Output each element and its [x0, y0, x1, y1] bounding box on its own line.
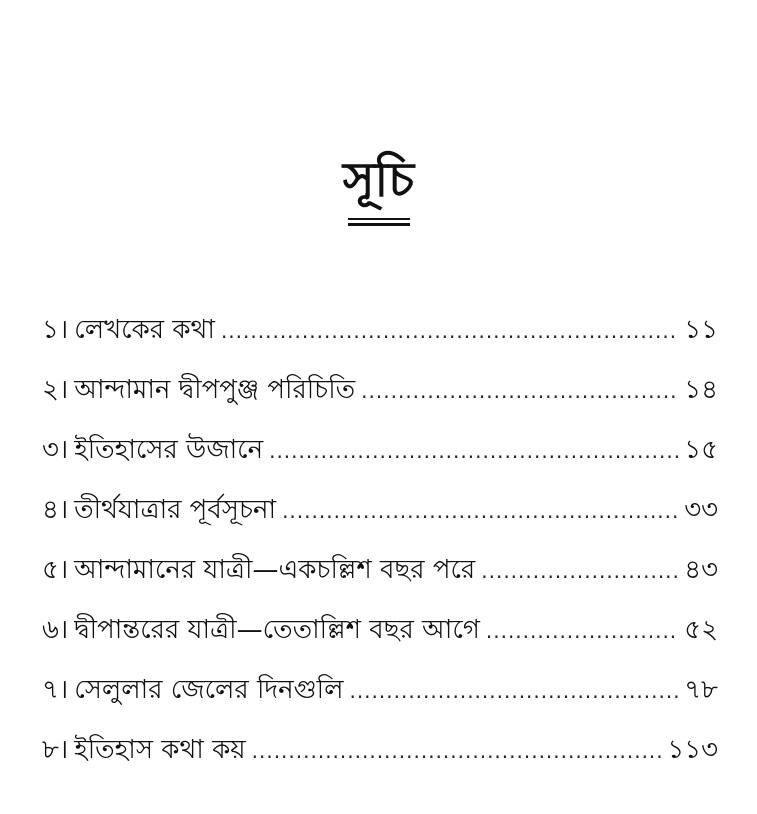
toc-entry-title: দ্বীপান্তরের যাত্রী—তেতাল্লিশ বছর আগে	[74, 615, 480, 645]
toc-entry	[42, 360, 718, 420]
toc-entry-number: ২।	[42, 375, 69, 405]
toc-entry	[42, 540, 718, 600]
toc-entry-page: ৩৩	[684, 495, 718, 525]
toc-entry-page: ১১৩	[667, 735, 718, 765]
title-underline	[348, 218, 410, 226]
toc-entry-title: আন্দামানের যাত্রী—একচল্লিশ বছর পরে	[74, 555, 476, 585]
toc-entry-number: ৪।	[42, 495, 69, 525]
table-of-contents	[42, 300, 718, 780]
toc-entry-number: ৩।	[42, 435, 69, 465]
toc-entry	[42, 660, 718, 720]
page-title: সূচি	[342, 152, 415, 208]
toc-entry-number: ৫।	[42, 555, 69, 585]
toc-dot-leader	[486, 601, 678, 661]
toc-entry-title: লেখকের কথা	[74, 315, 215, 345]
toc-dot-leader	[221, 301, 678, 361]
toc-entry-page: ১৫	[684, 435, 718, 465]
title-underline-thick	[348, 223, 410, 226]
toc-entry-number: ৭।	[42, 675, 69, 705]
toc-dot-leader	[252, 721, 662, 781]
toc-dot-leader	[361, 361, 678, 421]
toc-entry-title: ইতিহাসের উজানে	[74, 435, 264, 465]
toc-entry	[42, 600, 718, 660]
toc-dot-leader	[282, 481, 678, 541]
toc-entry	[42, 480, 718, 540]
toc-dot-leader	[349, 661, 678, 721]
toc-entry-page: ৫২	[684, 615, 718, 645]
toc-entry-page: ৭৮	[684, 675, 718, 705]
toc-dot-leader	[269, 421, 678, 481]
toc-entry-page: ১১	[684, 315, 718, 345]
toc-entry-number: ১।	[42, 315, 69, 345]
toc-entry-title: ইতিহাস কথা কয়	[74, 735, 246, 765]
toc-entry-page: ৪৩	[684, 555, 718, 585]
toc-dot-leader	[481, 541, 678, 601]
toc-entry	[42, 300, 718, 360]
toc-entry	[42, 720, 718, 780]
toc-entry	[42, 420, 718, 480]
toc-entry-number: ৬।	[42, 615, 69, 645]
toc-entry-title: সেলুলার জেলের দিনগুলি	[74, 675, 344, 705]
toc-entry-number: ৮।	[42, 735, 69, 765]
title-underline-thin	[348, 218, 410, 220]
toc-entry-title: তীর্থযাত্রার পূর্বসূচনা	[74, 495, 277, 525]
toc-entry-title: আন্দামান দ্বীপপুঞ্জ পরিচিতি	[74, 375, 356, 405]
toc-entry-page: ১৪	[684, 375, 718, 405]
title-block	[0, 150, 757, 226]
